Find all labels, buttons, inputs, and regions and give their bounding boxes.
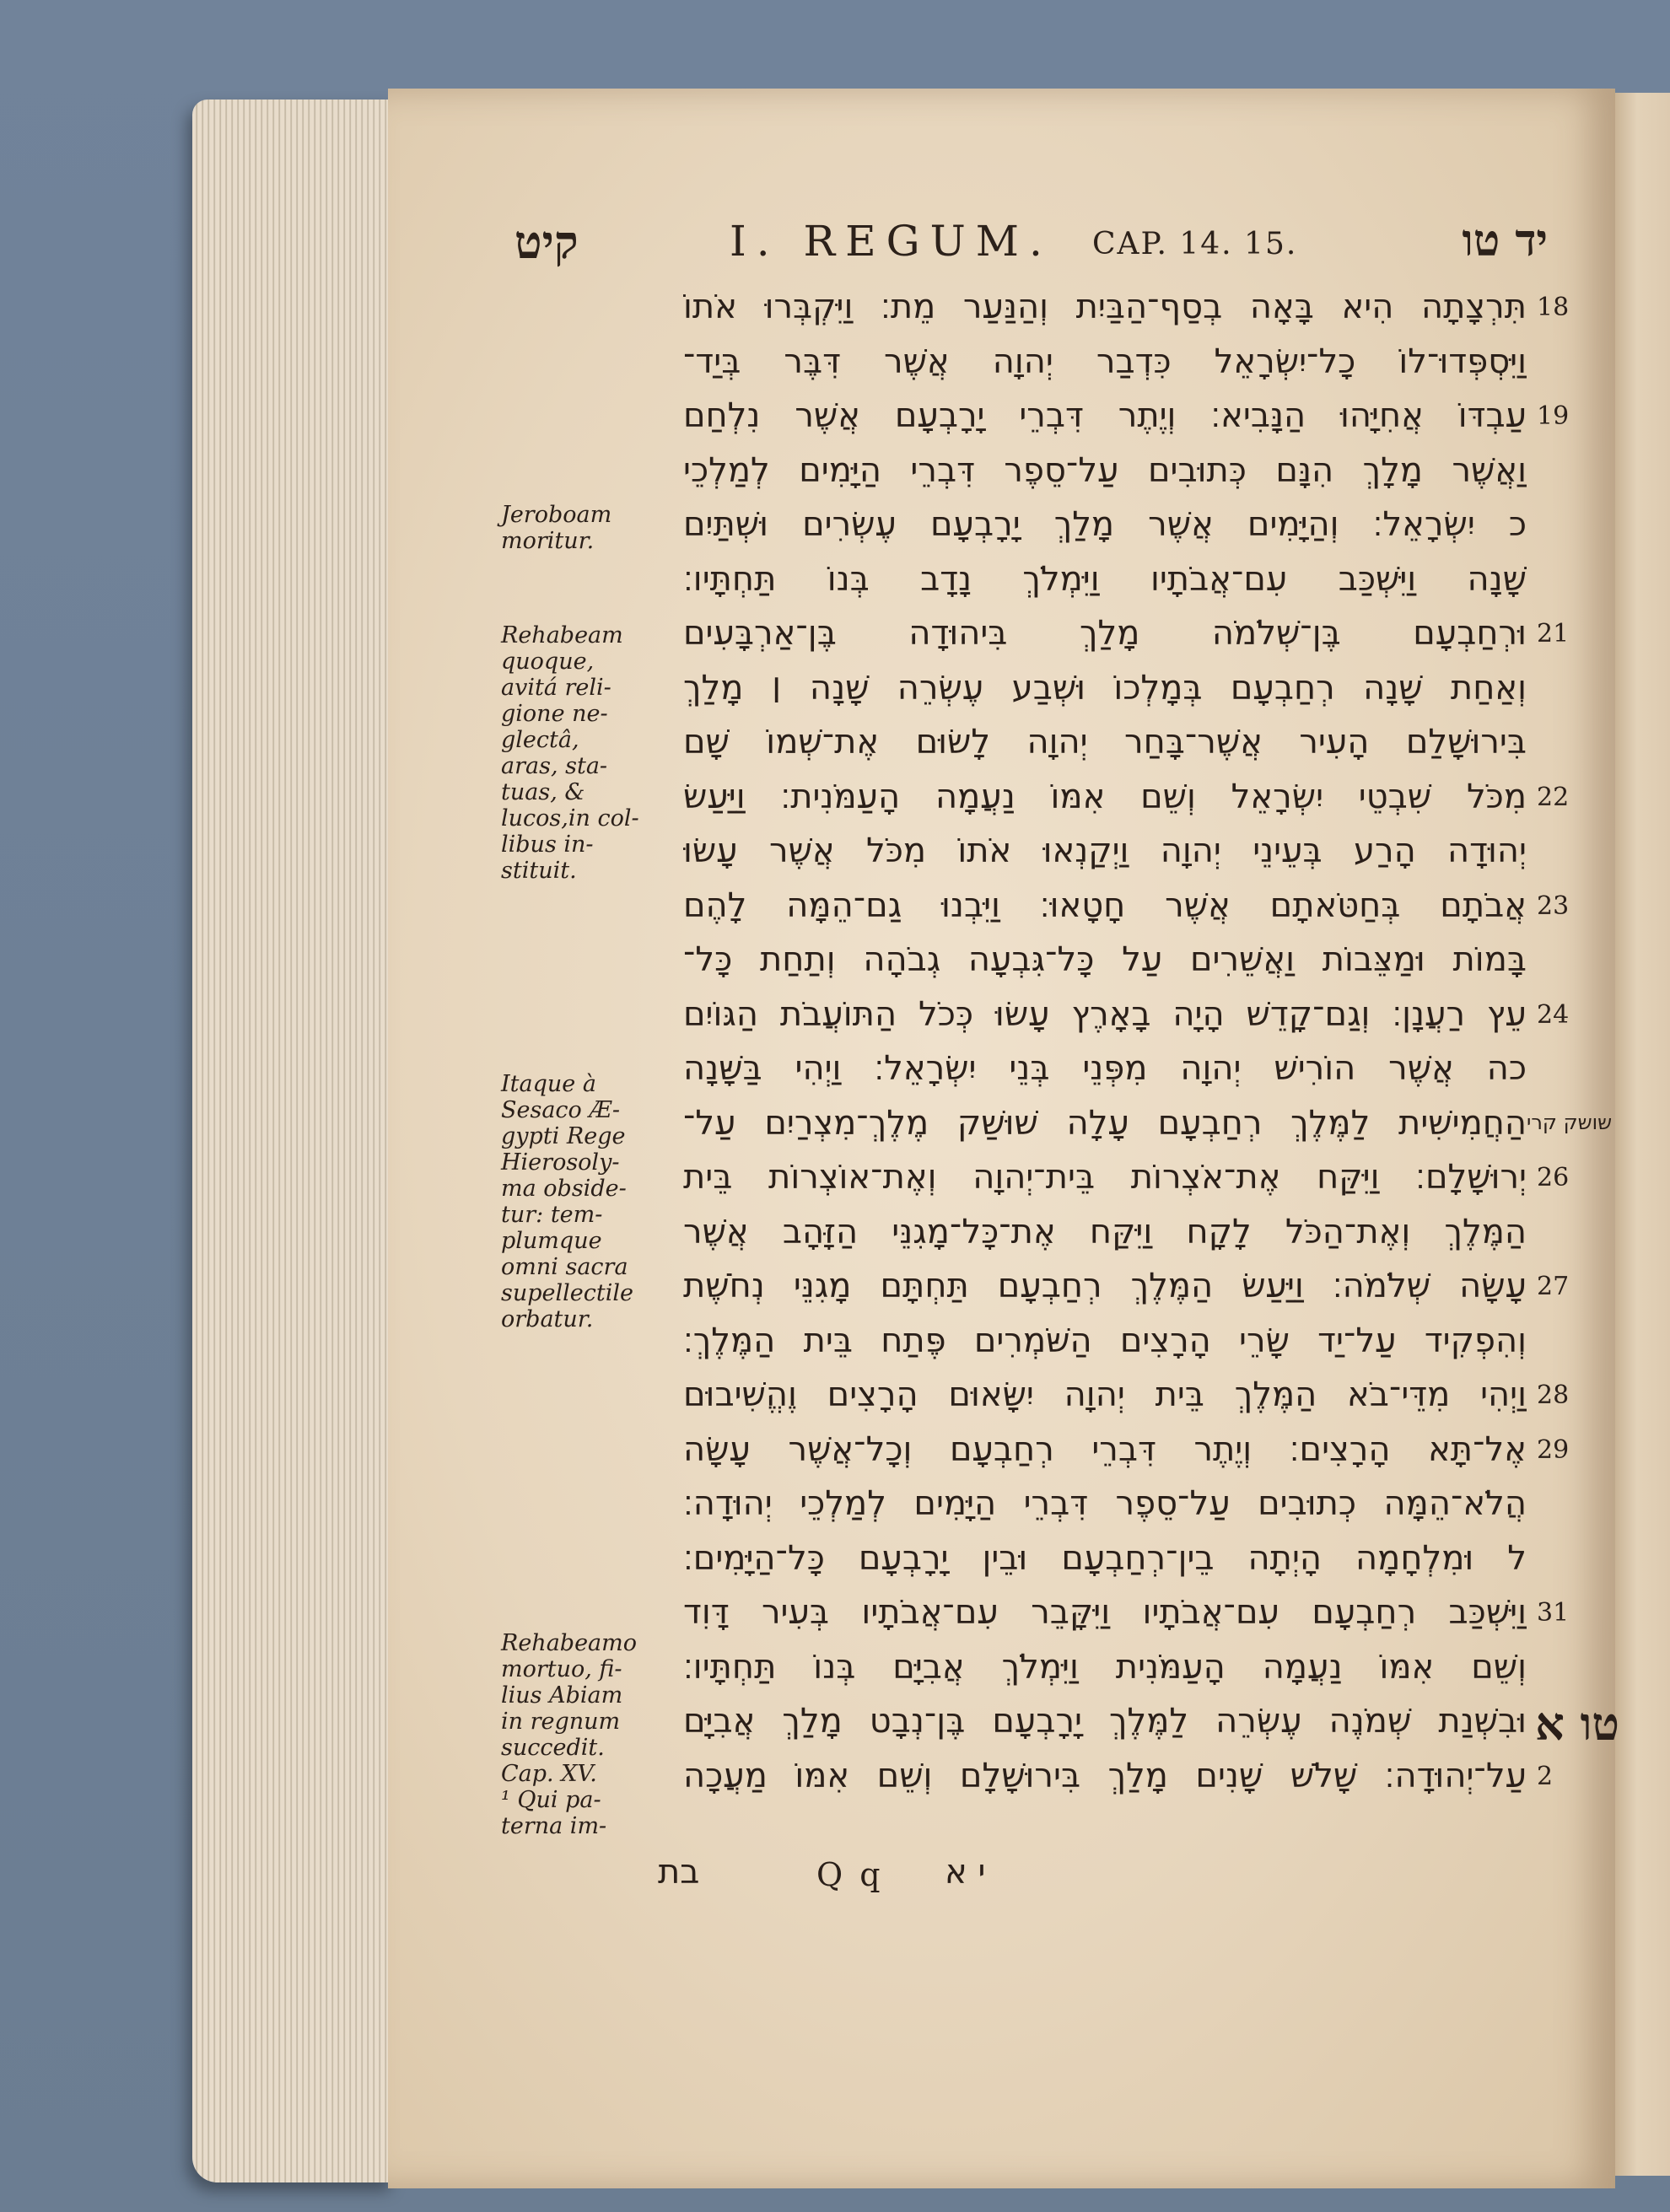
hebrew-line-text: הַמֶּלֶךְ וְאֶת־הַכֹּל לָקָח וַיִּקַּח אֶת־כָּל־מָגִנֵּי הַזָּהָב אֲשֶׁר [683, 1212, 1527, 1251]
text-line [649, 500, 1619, 555]
gloss-line: libus in- [501, 832, 594, 858]
gloss-line: Sesaco Æ- [501, 1097, 621, 1123]
gloss-line: glectâ, [501, 727, 579, 753]
gloss-line: in regnum [501, 1709, 621, 1735]
gloss-line: plumque [501, 1228, 602, 1254]
chapter-start-marker: טו א [1535, 1697, 1619, 1751]
text-line [649, 1153, 1619, 1208]
gloss-line: Itaque à [501, 1071, 596, 1097]
gloss-line: ¹ Qui pa- [501, 1787, 601, 1813]
verse-number: 21 [1537, 619, 1570, 649]
qere-margin-note: שושק קרי [1527, 1110, 1613, 1134]
hebrew-line-text: הַחֲמִישִׁית לַמֶּלֶךְ רְחַבְעָם עָלָה שׁוּשַׁק מֶלֶךְ־מִצְרַיִם עַל־ [683, 1103, 1527, 1143]
gloss-line: gypti Rege [501, 1123, 626, 1149]
text-line [649, 1479, 1619, 1534]
verse-number: 29 [1537, 1434, 1570, 1465]
hebrew-line-text: וַיִּשְׁכַּב רְחַבְעָם עִם־אֲבֹתָיו וַיִּקָּבֵר עִם־אֲבֹתָיו בְּעִיר דָּוִד [683, 1593, 1527, 1632]
verse-number: 22 [1537, 782, 1570, 812]
hebrew-line-text: וַיְהִי מִדֵּי־בֹא הַמֶּלֶךְ בֵּית יְהוָה יִשָּׂאוּם הָרָצִים וֶהֱשִׁיבוּם [683, 1375, 1527, 1414]
text-line [649, 881, 1619, 936]
hebrew-line-text: מִכֹּל שִׁבְטֵי יִשְׂרָאֵל וְשֵׁם אִמּוֹ נַעֲמָה הָעַמֹּנִית׃ וַיַּעַשׂ [683, 777, 1527, 816]
latin-gloss-abiam [501, 1630, 644, 1839]
gloss-line: terna im- [501, 1813, 607, 1839]
verse-number: 18 [1537, 293, 1570, 322]
hebrew-line-text: יְהוּדָה הָרַע בְּעֵינֵי יְהוָה וַיְקַנְאוּ אֹתוֹ מִכֹּל אֲשֶׁר עָשׂוּ [683, 832, 1527, 870]
hebrew-line-text: בִּירוּשָׁלִַם הָעִיר אֲשֶׁר־בָּחַר יְהוָה לָשׂוּם אֶת־שְׁמוֹ שָׁם [683, 723, 1527, 762]
hebrew-line-text: כ יִשְׂרָאֵל׃ וְהַיָּמִים אֲשֶׁר מָלַךְ יָרָבְעָם עֶשְׂרִים וּשְׁתַּיִם [683, 505, 1527, 544]
text-line [649, 391, 1619, 446]
latin-gloss-rehabeam [501, 622, 644, 884]
text-line [649, 609, 1619, 664]
gloss-line: Hierosoly- [501, 1149, 620, 1176]
text-line [649, 1099, 1619, 1154]
gloss-line: avitá reli- [501, 675, 611, 701]
hebrew-text-block [649, 283, 1619, 1806]
latin-gloss-sesac [501, 1071, 644, 1332]
hebrew-line-text: וְאַחַת שָׁנָה רְחַבְעָם בְּמָלְכוֹ וּשְׁבַע עֶשְׂרֵה שָׁנָה ׀ מָלַךְ [683, 668, 1527, 708]
hebrew-line-text: וּבִשְׁנַת שְׁמֹנֶה עֶשְׂרֵה לַמֶּלֶךְ יָרָבְעָם בֶּן־נְבָט מָלַךְ אֲבִיָּם [683, 1702, 1527, 1741]
text-line [649, 1425, 1619, 1480]
text-line [649, 1534, 1619, 1589]
hebrew-chapter-label: יד טו [1462, 215, 1548, 266]
text-line [649, 772, 1619, 827]
hebrew-line-text: כה אֲשֶׁר הוֹרִישׁ יְהוָה מִפְּנֵי בְּנֵי יִשְׂרָאֵל׃ וַיְהִי בַּשָּׁנָה [683, 1049, 1527, 1088]
gloss-line: tur: tem- [501, 1202, 603, 1228]
text-line [649, 1044, 1619, 1099]
gloss-line: Jeroboam [501, 502, 612, 528]
printer-signature: Q q [816, 1856, 884, 1893]
gloss-line: stituit. [501, 858, 577, 884]
hebrew-line-text: יְרוּשָׁלִָם׃ וַיִּקַּח אֶת־אֹצְרוֹת בֵּית־יְהוָה וְאֶת־אוֹצְרוֹת בֵּית [683, 1158, 1527, 1197]
verse-number: 23 [1537, 891, 1570, 921]
gloss-line: gione ne- [501, 701, 608, 727]
catchword: בת [658, 1853, 700, 1892]
hebrew-line-text: וְשֵׁם אִמּוֹ נַעֲמָה הָעַמֹּנִית וַיִּמְלֹךְ אֲבִיָּם בְּנוֹ תַּחְתָּיו׃ [683, 1647, 1527, 1687]
gloss-line: lius Abiam [501, 1682, 623, 1709]
text-line [649, 664, 1619, 718]
verse-number: 31 [1537, 1598, 1570, 1628]
gloss-line: tuas, & [501, 779, 585, 805]
gloss-line: lucos,in col- [501, 805, 639, 832]
gloss-line: orbatur. [501, 1306, 594, 1332]
hebrew-line-text: עַבְדּוֹ אֲחִיָּהוּ הַנָּבִיא׃ וְיֶתֶר דִּבְרֵי יָרָבְעָם אֲשֶׁר נִלְחַם [683, 396, 1527, 435]
latin-gloss-jeroboam [501, 502, 644, 554]
text-line [649, 337, 1619, 392]
text-line [649, 990, 1619, 1045]
hebrew-line-text: בָּמוֹת וּמַצֵּבוֹת וַאֲשֵׁרִים עַל כָּל־גִּבְעָה גְבֹהָה וְתַחַת כָּל־ [683, 940, 1527, 979]
text-line [649, 718, 1619, 772]
hebrew-line-text: ל וּמִלְחָמָה הָיְתָה בֵין־רְחַבְעָם וּבֵין יָרָבְעָם כָּל־הַיָּמִים׃ [683, 1538, 1527, 1578]
gloss-line: mortuo, fi- [501, 1656, 622, 1682]
hebrew-line-text: תִּרְצָתָה הִיא בָּאָה בְסַף־הַבַּיִת וְהַנַּעַר מֵת׃ וַיִּקְבְּרוּ אֹתוֹ [683, 288, 1527, 326]
hebrew-line-text: הֲלֹא־הֵמָּה כְתוּבִים עַל־סֵפֶר דִּבְרֵי הַיָּמִים לְמַלְכֵי יְהוּדָה׃ [683, 1484, 1527, 1523]
text-line [649, 1208, 1619, 1262]
running-title: I. REGUM. [730, 217, 1053, 266]
text-line [649, 1752, 1619, 1806]
hebrew-line-text: וַיִּסְפְּדוּ־לוֹ כָל־יִשְׂרָאֵל כִּדְבַר יְהוָה אֲשֶׁר דִּבֶּר בְּיַד־ [683, 342, 1527, 381]
text-line [649, 1588, 1619, 1643]
hebrew-line-text: שָׁנָה וַיִּשְׁכַּב עִם־אֲבֹתָיו וַיִּמְלֹךְ נָדָב בְּנוֹ תַּחְתָּיו׃ [683, 559, 1527, 599]
gloss-line: quoque, [501, 649, 595, 675]
gloss-line: Rehabeam [501, 622, 623, 649]
hebrew-line-text: וְהִפְקִיד עַל־יַד שָׂרֵי הָרָצִים הַשֹּׁמְרִים פֶּתַח בֵּית הַמֶּלֶךְ׃ [683, 1321, 1527, 1360]
text-line [649, 1262, 1619, 1316]
book-page-edges [192, 100, 395, 2182]
verse-number: 2 [1537, 1761, 1554, 1791]
facing-page-edge [1615, 93, 1670, 2176]
hebrew-line-text: אֲבֹתָם בְּחַטֹּאתָם אֲשֶׁר חָטָאוּ׃ וַיִּבְנוּ גַם־הֵמָּה לָהֶם [683, 885, 1527, 925]
verse-number: 19 [1537, 401, 1570, 431]
text-line [649, 1643, 1619, 1698]
gloss-line: supellectile [501, 1280, 633, 1306]
chapter-label: CAP. 14. 15. [1092, 227, 1298, 261]
gloss-line: Rehabeamo [501, 1630, 638, 1656]
verse-number: 28 [1537, 1380, 1570, 1410]
text-line [649, 1370, 1619, 1425]
verse-number: 26 [1537, 1163, 1570, 1192]
hebrew-line-text: וַאֲשֶׁר מָלָךְ הִנָּם כְּתוּבִים עַל־סֵפֶר דִּבְרֵי הַיָּמִים לְמַלְכֵי [683, 450, 1527, 490]
hebrew-line-text: אֶל־תָּא הָרָצִים׃ וְיֶתֶר דִּבְרֵי רְחַבְעָם וְכָל־אֲשֶׁר עָשָׂה [683, 1429, 1527, 1469]
page-header [514, 215, 1548, 274]
gloss-line: Cap. XV. [501, 1761, 597, 1787]
gloss-line: aras, sta- [501, 753, 608, 779]
verse-number: 24 [1537, 999, 1570, 1030]
text-line [649, 826, 1619, 881]
hebrew-line-text: עֵץ רַעֲנָן׃ וְגַם־קָדֵשׁ הָיָה בָאָרֶץ עָשׂוּ כְּכֹל הַתּוֹעֲבֹת הַגּוֹיִם [683, 994, 1527, 1034]
gloss-line: ma obside- [501, 1176, 627, 1202]
gloss-line: succedit. [501, 1735, 605, 1761]
hebrew-line-text: עָשָׂה שְׁלֹמֹה׃ וַיַּעַשׂ הַמֶּלֶךְ רְחַבְעָם תַּחְתָּם מָגִנֵּי נְחֹשֶׁת [683, 1267, 1527, 1305]
text-line [649, 935, 1619, 990]
page-footer [658, 1853, 1248, 1903]
text-line [649, 1697, 1619, 1752]
text-line [649, 446, 1619, 501]
hebrew-line-text: וּרְחַבְעָם בֶּן־שְׁלֹמֹה מָלַךְ בִּיהוּדָה בֶּן־אַרְבָּעִים [683, 614, 1527, 653]
footer-hebrew-signature: י א [945, 1853, 986, 1892]
hebrew-line-text: עַל־יְהוּדָה׃ שָׁלֹשׁ שָׁנִים מָלַךְ בִּירוּשָׁלִָם וְשֵׁם אִמּוֹ מַעֲכָה [683, 1756, 1527, 1795]
text-line [649, 283, 1619, 337]
gloss-line: omni sacra [501, 1254, 628, 1280]
gloss-line: moritur. [501, 528, 595, 554]
verse-number: 27 [1537, 1272, 1570, 1301]
hebrew-folio-number: קיט [514, 215, 579, 269]
text-line [649, 1316, 1619, 1371]
text-line [649, 555, 1619, 610]
